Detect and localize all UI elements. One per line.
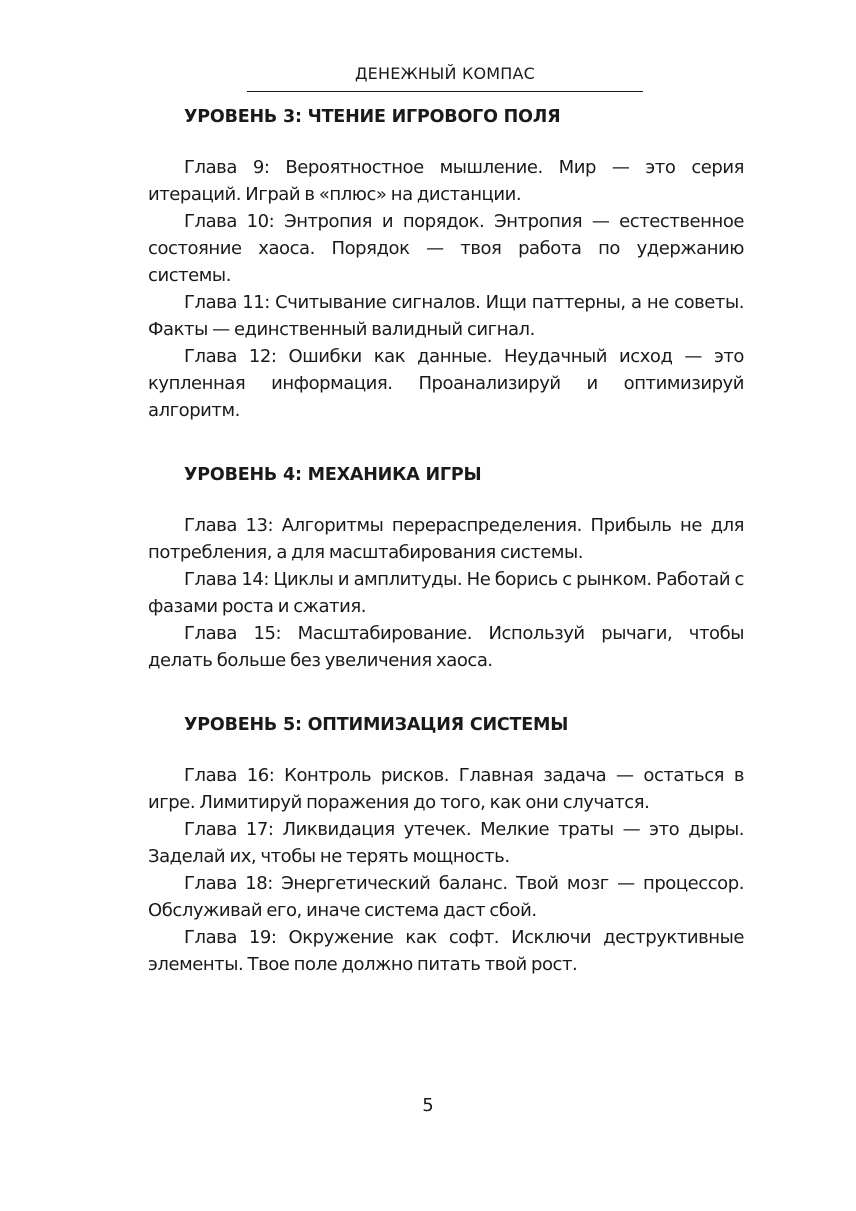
chapter-paragraph: Глава 13: Алгоритмы перераспределения. Прибыль не для потребления, а для масштабирования системы. [148, 515, 744, 563]
header-rule [247, 91, 643, 92]
section-heading: УРОВЕНЬ 5: ОПТИМИЗАЦИЯ СИСТЕМЫ [184, 715, 569, 735]
chapter-paragraph: Глава 18: Энергетический баланс. Твой мозг — процессор. Обслуживай его, иначе система даст сбой. [148, 873, 744, 921]
chapter-paragraph: Глава 9: Вероятностное мышление. Мир — это серия итераций. Играй в «плюс» на дистанции. [148, 157, 744, 205]
page-number: 5 [422, 1095, 434, 1116]
chapter-paragraph: Глава 15: Масштабирование. Используй рычаги, чтобы делать больше без увеличения хаоса. [148, 623, 744, 671]
section-level-4 [148, 462, 744, 674]
chapter-paragraph: Глава 16: Контроль рисков. Главная задача — остаться в игре. Лимитируй поражения до того, как они случатся. [148, 765, 744, 813]
section-level-3 [148, 104, 744, 424]
running-head: ДЕНЕЖНЫЙ КОМПАС [354, 64, 536, 83]
section-heading: УРОВЕНЬ 4: МЕХАНИКА ИГРЫ [184, 465, 482, 485]
chapter-paragraph: Глава 12: Ошибки как данные. Неудачный исход — это купленная информация. Проанализируй и оптимизируй алгоритм. [148, 346, 744, 421]
page-content [148, 104, 744, 978]
section-heading: УРОВЕНЬ 3: ЧТЕНИЕ ИГРОВОГО ПОЛЯ [184, 107, 561, 127]
chapter-paragraph: Глава 10: Энтропия и порядок. Энтропия — естественное состояние хаоса. Порядок — твоя работа по удержанию системы. [148, 211, 744, 286]
chapter-paragraph: Глава 19: Окружение как софт. Исключи деструктивные элементы. Твое поле должно питать твой рост. [148, 927, 744, 975]
chapter-paragraph: Глава 17: Ликвидация утечек. Мелкие траты — это дыры. Заделай их, чтобы не терять мощность. [148, 819, 744, 867]
chapter-paragraph: Глава 11: Считывание сигналов. Ищи паттерны, а не советы. Факты — единственный валидный сигнал. [148, 292, 744, 340]
chapter-paragraph: Глава 14: Циклы и амплитуды. Не борись с рынком. Работай с фазами роста и сжатия. [148, 569, 744, 617]
section-level-5 [148, 712, 744, 978]
